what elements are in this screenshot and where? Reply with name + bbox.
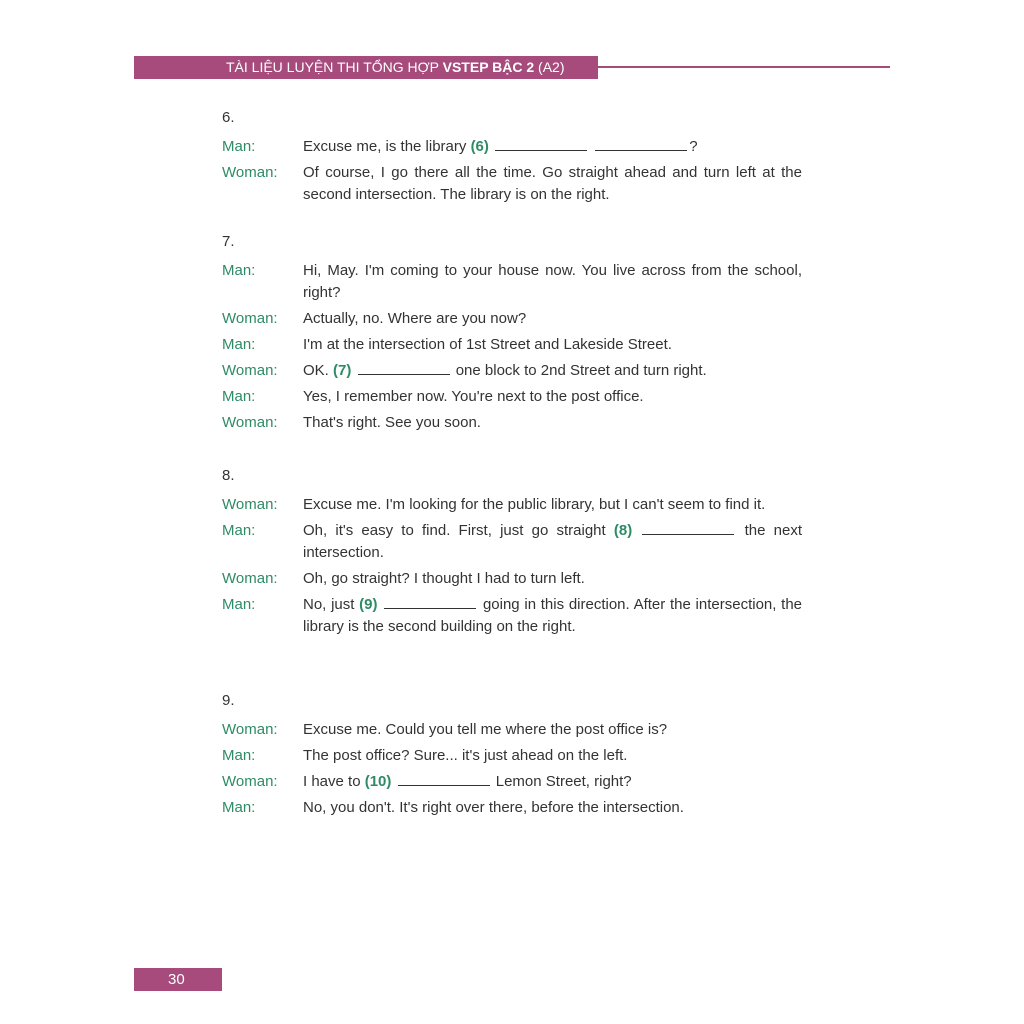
speaker-label: Man:	[222, 138, 256, 155]
line-segment: Excuse me. I'm looking for the public library, but I can't seem to find it.	[303, 496, 766, 513]
line-segment: No, you don't. It's right over there, before the intersection.	[303, 799, 684, 816]
dialogue-line	[222, 412, 802, 434]
dialogue-section	[222, 466, 802, 642]
line-segment: I'm at the intersection of 1st Street and Lakeside Street.	[303, 336, 672, 353]
dialogue-line	[222, 494, 802, 516]
line-segment: Yes, I remember now. You're next to the post office.	[303, 388, 644, 405]
speaker-label: Woman:	[222, 164, 278, 181]
line-segment	[589, 138, 593, 155]
question-ref: (7)	[333, 362, 352, 379]
line-text	[303, 162, 802, 206]
speaker-label: Man:	[222, 522, 256, 539]
line-text	[303, 745, 802, 767]
answer-blank[interactable]	[384, 596, 476, 609]
line-text	[303, 520, 802, 564]
dialogue-line	[222, 360, 802, 382]
speaker-label: Man:	[222, 747, 256, 764]
dialogue-line	[222, 260, 802, 304]
speaker-label: Woman:	[222, 773, 278, 790]
line-segment: going in this direction. After the intersection, the library is the second building on the right.	[303, 596, 803, 635]
line-segment	[377, 596, 382, 613]
header-title-pre: TÀI LIỆU LUYỆN THI TỔNG HỢP	[226, 59, 443, 75]
line-text	[303, 719, 802, 741]
line-text	[303, 412, 802, 434]
speaker-label: Man:	[222, 262, 256, 279]
line-segment: The post office? Sure... it's just ahead on the left.	[303, 747, 628, 764]
line-segment: the next intersection.	[303, 522, 802, 561]
speaker-label: Man:	[222, 336, 256, 353]
speaker-label: Woman:	[222, 414, 278, 431]
speaker-label: Woman:	[222, 496, 278, 513]
line-text	[303, 260, 802, 304]
answer-blank[interactable]	[595, 138, 687, 151]
dialogue-line	[222, 386, 802, 408]
line-segment: Lemon Street, right?	[491, 773, 632, 790]
dialogue-line	[222, 719, 802, 741]
question-ref: (10)	[364, 773, 392, 790]
line-segment: Oh, it's easy to find. First, just go straight	[303, 522, 614, 539]
speaker-label: Woman:	[222, 362, 278, 379]
dialogue-line	[222, 308, 802, 330]
line-segment: Excuse me. Could you tell me where the post office is?	[303, 721, 668, 738]
page-number: 30	[134, 968, 222, 991]
section-number: 7.	[222, 233, 235, 250]
dialogue-section	[222, 691, 802, 823]
speaker-label: Woman:	[222, 570, 278, 587]
line-text	[303, 494, 802, 516]
line-segment	[489, 138, 493, 155]
line-segment	[391, 773, 395, 790]
dialogue-line	[222, 520, 802, 564]
answer-blank[interactable]	[495, 138, 587, 151]
speaker-label: Woman:	[222, 721, 278, 738]
dialogue-section	[222, 108, 802, 210]
dialogue-line	[222, 771, 802, 793]
answer-blank[interactable]	[398, 773, 490, 786]
line-segment: I have to	[303, 773, 365, 790]
line-segment: That's right. See you soon.	[303, 414, 481, 431]
dialogue-line	[222, 568, 802, 590]
section-number: 6.	[222, 109, 235, 126]
speaker-label: Man:	[222, 596, 256, 613]
line-segment: Oh, go straight? I thought I had to turn left.	[303, 570, 585, 587]
line-segment	[632, 522, 640, 539]
dialogue-line	[222, 136, 802, 158]
speaker-label: Man:	[222, 388, 256, 405]
speaker-label: Woman:	[222, 310, 278, 327]
line-text	[303, 797, 802, 819]
line-segment: Of course, I go there all the time. Go straight ahead and turn left at the second intersection. The library is on the right.	[303, 164, 802, 203]
header-title-bar	[134, 56, 598, 79]
question-ref: (6)	[470, 138, 489, 155]
answer-blank[interactable]	[642, 522, 734, 535]
header-title-post: (A2)	[534, 59, 565, 75]
line-text	[303, 136, 802, 158]
line-text	[303, 308, 802, 330]
section-number: 8.	[222, 467, 235, 484]
header-title-bold: VSTEP BẬC 2	[442, 59, 535, 75]
dialogue-section	[222, 232, 802, 438]
line-segment	[351, 362, 355, 379]
line-segment: OK.	[303, 362, 334, 379]
line-segment: Hi, May. I'm coming to your house now. You live across from the school, right?	[303, 262, 802, 301]
line-segment: ?	[689, 138, 698, 155]
line-text	[303, 594, 802, 638]
answer-blank[interactable]	[358, 362, 450, 375]
line-text	[303, 360, 802, 382]
line-segment: Excuse me, is the library	[303, 138, 471, 155]
dialogue-line	[222, 594, 802, 638]
line-segment: Actually, no. Where are you now?	[303, 310, 527, 327]
question-ref: (8)	[613, 522, 633, 539]
line-text	[303, 568, 802, 590]
line-text	[303, 334, 802, 356]
dialogue-line	[222, 745, 802, 767]
section-number: 9.	[222, 692, 235, 709]
line-segment: No, just	[303, 596, 360, 613]
dialogue-line	[222, 797, 802, 819]
line-text	[303, 386, 802, 408]
speaker-label: Man:	[222, 799, 256, 816]
line-text	[303, 771, 802, 793]
line-segment: one block to 2nd Street and turn right.	[451, 362, 707, 379]
question-ref: (9)	[359, 596, 378, 613]
dialogue-line	[222, 162, 802, 206]
header-rule	[598, 66, 890, 68]
dialogue-line	[222, 334, 802, 356]
